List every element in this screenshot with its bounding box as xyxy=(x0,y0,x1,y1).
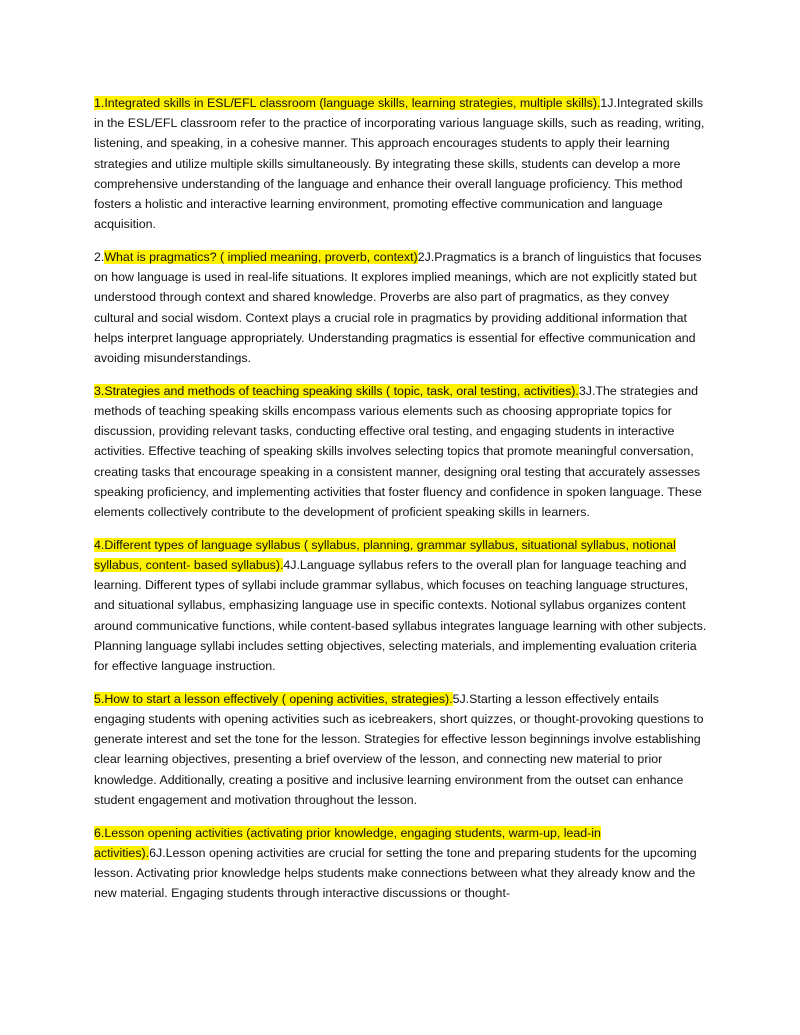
paragraph-6 xyxy=(94,823,708,904)
paragraph-2 xyxy=(94,247,708,368)
paragraph-1 xyxy=(94,93,708,234)
answer-text: 6J.Lesson opening activities are crucial for setting the tone and preparing students for the upcoming lesson. Activating prior knowledge helps students make connections between what they already know and the new material. Engaging students through interactive discussions or thought- xyxy=(94,845,697,901)
highlighted-question: 5.How to start a lesson effectively ( opening activities, strategies). xyxy=(94,691,453,706)
highlighted-question: 1.Integrated skills in ESL/EFL classroom (language skills, learning strategies, multiple skills). xyxy=(94,96,601,110)
answer-text: 1J.Integrated skills in the ESL/EFL classroom refer to the practice of incorporating various language skills, such as reading, writing, listening, and speaking, in a cohesive manner. This approach encourages students to apply their learning strategies and utilize multiple skills simultaneously. By integrating these skills, students can develop a more comprehensive understanding of the language and enhance their overall language proficiency. This method fosters a holistic and interactive learning environment, promoting effective communication and language acquisition. xyxy=(94,96,705,232)
answer-text: 2J.Pragmatics is a branch of linguistics that focuses on how language is used in real-life situations. It explores implied meanings, which are not explicitly stated but understood through context and shared knowledge. Proverbs are also part of pragmatics, as they convey cultural and social wisdom. Context plays a crucial role in pragmatics by providing additional information that helps interpret language appropriately. Understanding pragmatics is essential for effective communication and avoiding misunderstandings. xyxy=(94,250,702,366)
answer-text: 5J.Starting a lesson effectively entails engaging students with opening activities such as icebreakers, short quizzes, or thought-provoking questions to generate interest and set the tone for the lesson. Strategies for effective lesson beginnings involve establishing clear learning objectives, presenting a brief overview of the lesson, and connecting new material to prior knowledge. Additionally, creating a positive and inclusive learning environment from the outset can enhance student engagement and motivation throughout the lesson. xyxy=(94,691,704,807)
highlighted-question: 6.Lesson opening activities (activating prior knowledge, engaging students, warm-up, lead-in activities). xyxy=(94,825,601,860)
paragraph-5 xyxy=(94,689,708,810)
paragraph-prefix: 2. xyxy=(94,250,105,265)
paragraph-3 xyxy=(94,381,708,522)
answer-text: 4J.Language syllabus refers to the overall plan for language teaching and learning. Different types of syllabi include grammar syllabus, which focuses on teaching language structures, and situational syllabus, emphasizing language use in specific contexts. Notional syllabus organizes content around communicative functions, while content-based syllabus integrates language learning with other subjects. Planning language syllabi includes setting objectives, selecting materials, and implementing evaluation criteria for effective language instruction. xyxy=(94,558,707,674)
highlighted-question: What is pragmatics? ( implied meaning, proverb, context) xyxy=(104,250,418,265)
document-page xyxy=(94,93,708,916)
answer-text: 3J.The strategies and methods of teaching speaking skills encompass various elements such as choosing appropriate topics for discussion, providing relevant tasks, conducting effective oral testing, and engaging students in interactive activities. Effective teaching of speaking skills involves selecting topics that promote meaningful conversation, creating tasks that encourage speaking in a consistent manner, designing oral testing that accurately assesses speaking proficiency, and implementing activities that foster fluency and confidence in spoken language. These elements collectively contribute to the development of proficient speaking skills in learners. xyxy=(94,383,702,520)
highlighted-question: 4.Different types of language syllabus ( syllabus, planning, grammar syllabus, situational syllabus, notional syllabus, content- based syllabus). xyxy=(94,537,676,573)
paragraph-4 xyxy=(94,535,708,676)
highlighted-question: 3.Strategies and methods of teaching speaking skills ( topic, task, oral testing, activities). xyxy=(94,383,579,398)
